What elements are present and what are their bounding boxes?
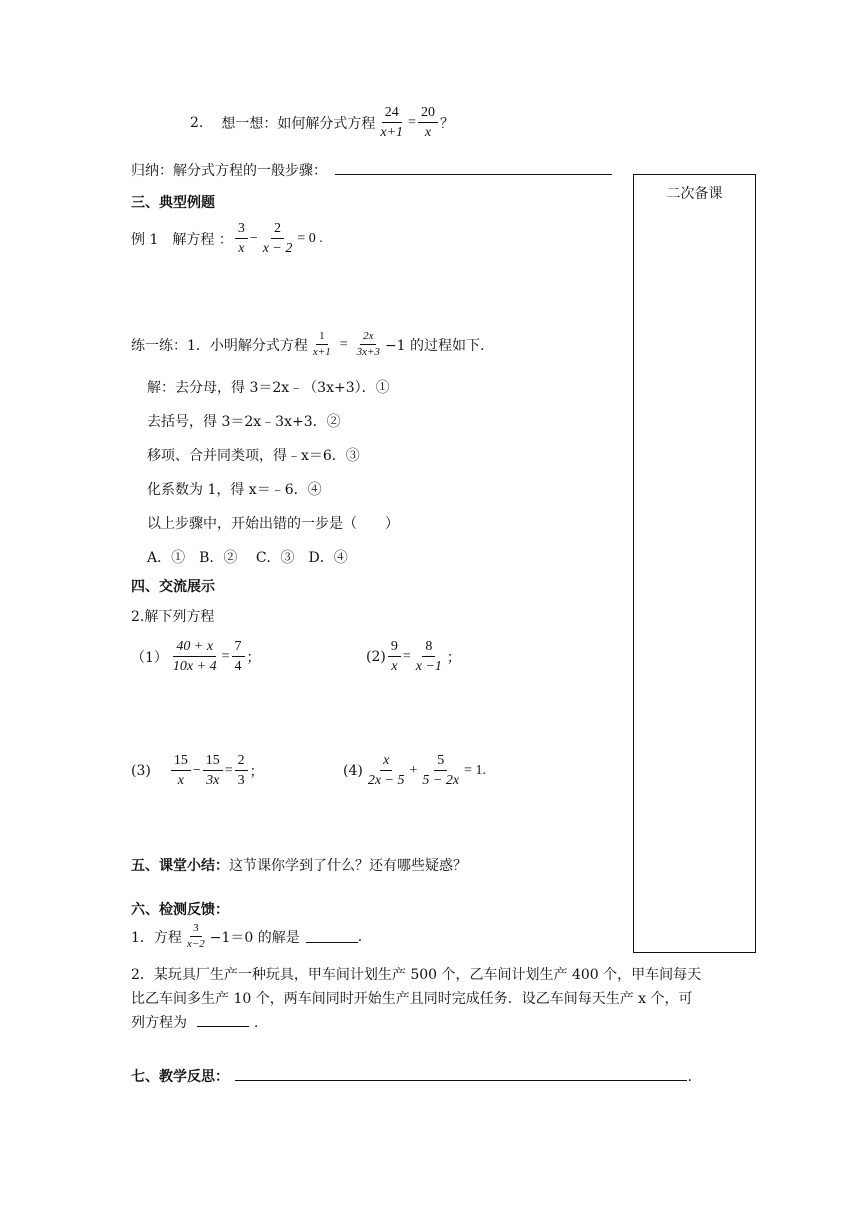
numerator: 2: [235, 752, 248, 771]
practice-question: 以上步骤中，开始出错的一步是（ ）: [147, 516, 399, 532]
section-7-heading: 七、教学反思：: [131, 1069, 229, 1085]
section-7: [131, 1066, 692, 1086]
section-5: [131, 855, 467, 875]
equation-label: (4): [343, 762, 363, 779]
fraction-1: [310, 330, 334, 359]
fraction-2: [354, 330, 383, 359]
section-4-heading: 四、交流展示: [131, 579, 215, 595]
answer-options: A．① B．② C．③ D．④: [147, 550, 348, 566]
denominator: x+1: [380, 125, 404, 140]
step-4: 化系数为 1，得 x＝﹣6．④: [147, 482, 322, 498]
answer-blank[interactable]: [306, 930, 358, 943]
question-mark: ？: [439, 115, 454, 132]
example-1: [131, 220, 323, 257]
equation-tail: = 0 .: [297, 230, 323, 246]
numerator: 1: [316, 330, 328, 345]
equals-sign: =: [339, 336, 348, 352]
equation-label: (2): [366, 648, 386, 665]
section-4-sub: 2.解下列方程: [131, 609, 215, 625]
equation-2: [366, 638, 461, 675]
fraction-a: [388, 638, 401, 675]
denominator: x: [391, 659, 398, 674]
fraction-c: [235, 752, 248, 789]
numerator: 20: [418, 104, 438, 123]
equation-tail: = 1.: [464, 762, 486, 778]
fraction-b: [419, 752, 462, 789]
numerator: 3: [190, 922, 202, 937]
section-3-heading: 三、典型例题: [131, 195, 215, 211]
denominator: x: [238, 241, 245, 256]
denominator: x: [424, 125, 432, 140]
equation-4: [343, 752, 486, 789]
check-1: [131, 922, 362, 951]
equals-sign: =: [402, 648, 411, 664]
numerator: 15: [203, 752, 223, 771]
fraction-rhs: [418, 104, 438, 141]
denominator: x−2: [186, 938, 205, 950]
minus-sign: −: [249, 230, 258, 246]
numerator: 8: [422, 638, 435, 657]
section-5-heading: 五、课堂小结：: [131, 858, 229, 874]
equals-sign: =: [221, 648, 230, 664]
check-1-pre: 1．方程: [131, 929, 182, 946]
equation-tail: ；: [249, 763, 264, 780]
fraction-b: [203, 752, 223, 789]
fraction-a: [170, 638, 220, 675]
answer-blank[interactable]: [335, 162, 612, 175]
equation-3: [131, 752, 264, 789]
check-2-line-1: 2．某玩具厂生产一种玩具，甲车间计划生产 500 个，乙车间计划生产 400 个，甲车间每天: [131, 967, 702, 983]
practice-intro: [131, 330, 485, 359]
denominator: 3x: [206, 773, 220, 788]
numerator: 5: [434, 752, 447, 771]
numerator: 24: [382, 104, 402, 123]
question-2: [190, 104, 454, 141]
side-box-title: 二次备课: [666, 186, 723, 202]
example-label: 例 1 解方程 ：: [131, 231, 233, 248]
equation-label: （1）: [131, 649, 168, 666]
denominator: 5 − 2x: [422, 773, 460, 788]
fraction-b: [260, 220, 296, 257]
equation-tail: ；: [246, 649, 261, 666]
denominator: 10x + 4: [172, 659, 217, 674]
question-text: 想一想：如何解分式方程: [221, 115, 376, 132]
check-2-line-2: 比乙车间多生产 10 个，两车间同时开始生产且同时完成任务．设乙车间每天生产 x 个，可: [131, 991, 693, 1007]
equation-1: [131, 638, 261, 675]
denominator: x −1: [415, 659, 442, 674]
denominator: 3x+3: [356, 346, 380, 358]
section-6-heading: 六、检测反馈：: [131, 902, 229, 918]
numerator: 40 + x: [173, 638, 216, 657]
numerator: x: [380, 752, 392, 771]
check-2-line-3: [131, 1012, 258, 1032]
fraction-a: [235, 220, 248, 257]
equals-sign: =: [408, 114, 416, 130]
fraction: [184, 922, 208, 951]
check-2-tail: .: [253, 1015, 259, 1031]
minus-sign: −: [192, 762, 201, 778]
equation-tail: ；: [446, 649, 461, 666]
denominator: x+1: [312, 346, 331, 358]
step-3: 移项、合并同类项，得﹣x＝6．③: [147, 448, 360, 464]
denominator: 4: [234, 659, 242, 674]
fraction-lhs: [377, 104, 406, 141]
fraction-b: [413, 638, 445, 675]
denominator: x − 2: [262, 241, 293, 256]
check-2-text: 列方程为: [131, 1015, 187, 1031]
numerator: 2: [271, 220, 284, 239]
plus-sign: +: [409, 762, 418, 778]
fraction-a: [171, 752, 191, 789]
denominator: 2x − 5: [367, 773, 405, 788]
step-1: 解：去分母，得 3＝2x﹣（3x+3）．①: [147, 380, 390, 396]
induction-line: [131, 160, 612, 180]
fraction-b: [232, 638, 245, 675]
fraction-a: [365, 752, 408, 789]
numerator: 2x: [360, 330, 376, 345]
numerator: 15: [171, 752, 191, 771]
numerator: 7: [232, 638, 245, 657]
practice-tail: −1 的过程如下.: [384, 337, 485, 354]
check-1-tail: .: [357, 928, 363, 945]
section-7-tail: .: [687, 1069, 692, 1085]
numerator: 3: [235, 220, 248, 239]
practice-text: 练一练：1．小明解分式方程: [131, 337, 308, 354]
equation-label: (3): [131, 762, 151, 779]
side-notes-box: [633, 174, 756, 953]
question-number: 2.: [190, 114, 204, 131]
equals-sign: =: [224, 762, 233, 778]
numerator: 9: [388, 638, 401, 657]
reflection-blank[interactable]: [235, 1068, 687, 1081]
denominator: 3: [237, 773, 245, 788]
step-2: 去括号，得 3＝2x﹣3x+3．②: [147, 414, 341, 430]
denominator: x: [177, 773, 184, 788]
induction-label: 归纳：解分式方程的一般步骤：: [131, 163, 327, 179]
answer-blank[interactable]: [197, 1014, 249, 1027]
section-5-text: 这节课你学到了什么？还有哪些疑惑？: [229, 858, 467, 874]
check-1-mid: −1＝0 的解是: [209, 929, 300, 946]
